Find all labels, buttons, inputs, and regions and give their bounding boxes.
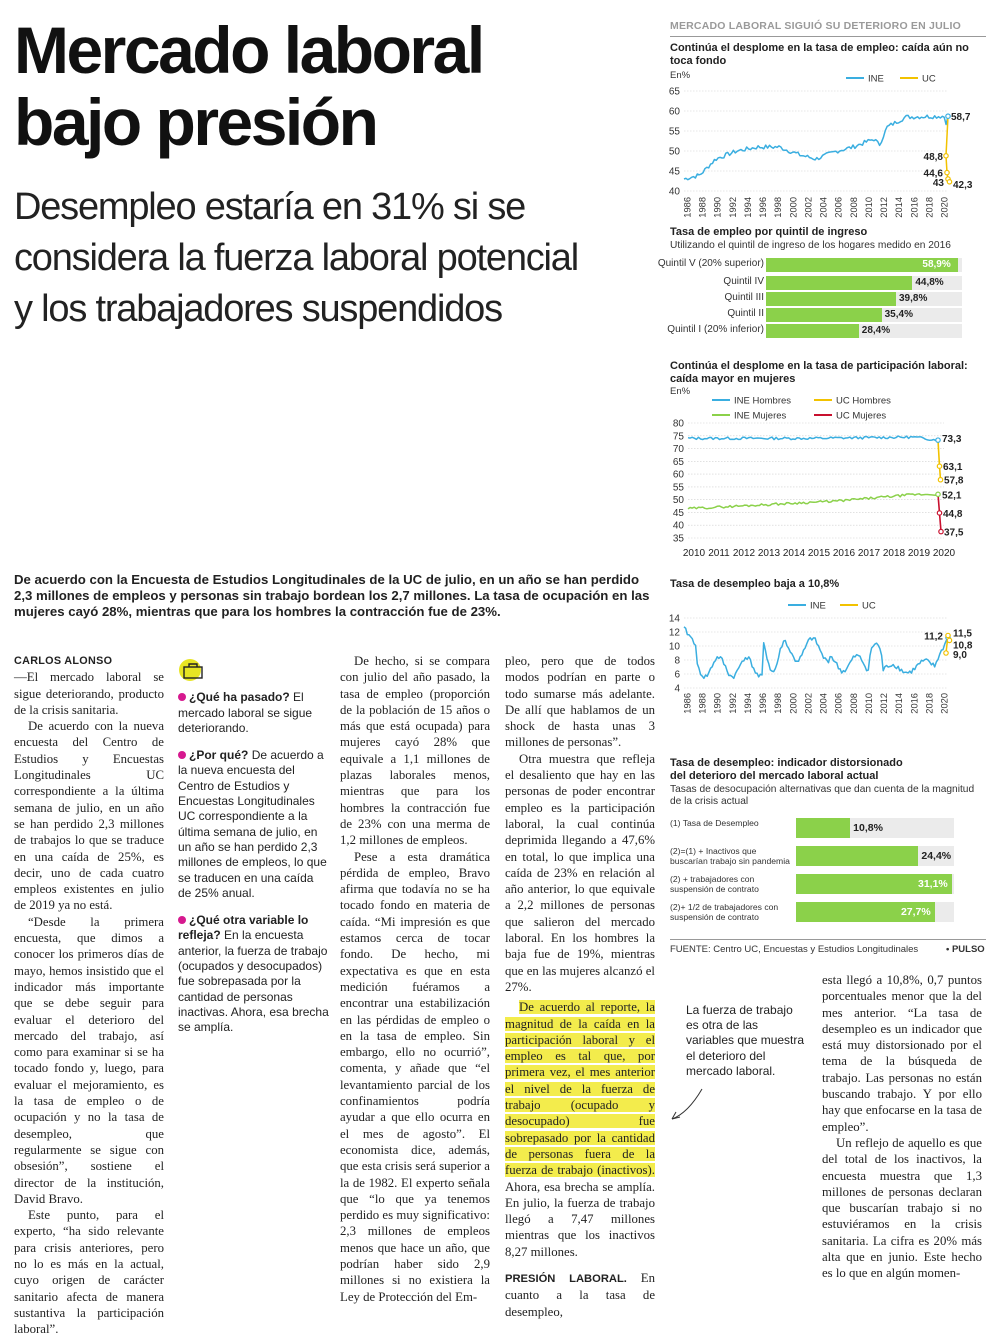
y-tick-label: 40 (668, 186, 680, 198)
quintile-row (657, 258, 966, 272)
chart3-uc-men-line (938, 440, 941, 480)
data-point (939, 529, 943, 533)
quintile-row (670, 292, 966, 306)
rate-row (670, 874, 966, 894)
data-point (937, 511, 941, 515)
bar-label: (2)+ 1/2 de trabajadores con suspensión de contrato (670, 902, 779, 922)
data-point (936, 438, 940, 442)
x-tick-label: 1996 (758, 197, 769, 218)
data-point (947, 180, 951, 184)
x-tick-label: 2012 (879, 197, 890, 218)
x-tick-label: 2011 (708, 548, 730, 559)
y-tick-label: 60 (672, 469, 684, 481)
y-tick-label: 8 (674, 655, 680, 667)
x-tick-label: 2006 (833, 197, 844, 218)
chart4-unemployment-rate (664, 594, 988, 742)
data-point (945, 170, 949, 174)
article-column-2 (340, 653, 490, 1305)
data-label: 43 (932, 178, 944, 189)
data-point (946, 633, 950, 637)
y-tick-label: 65 (668, 86, 680, 98)
x-tick-label: 2019 (907, 548, 931, 559)
legend-label: INE (810, 600, 826, 612)
data-point (938, 478, 942, 482)
x-tick-label: 1992 (727, 197, 738, 218)
section-kicker-paragraph (505, 1270, 655, 1320)
y-tick-label: 35 (672, 533, 684, 545)
qa-question: ¿Qué otra variable lo refleja? (178, 913, 309, 943)
y-tick-label: 80 (672, 418, 684, 430)
x-tick-label: 2013 (757, 548, 781, 559)
bullet-icon (178, 751, 186, 759)
legend-label: UC (862, 600, 876, 612)
rate-row (670, 846, 966, 866)
x-tick-label: 2000 (788, 197, 799, 218)
legend-label: INE (868, 73, 884, 85)
brand-logo: • PULSO (946, 944, 985, 955)
legend-label: UC Hombres (836, 395, 891, 407)
headline (14, 14, 634, 158)
qa-answer: El mercado laboral se sigue deteriorando. (178, 690, 313, 735)
data-label: 52,1 (942, 490, 962, 502)
x-tick-label: 1992 (727, 693, 738, 714)
bar-label: Quintil III (724, 292, 764, 303)
chart4-title: Tasa de desempleo baja a 10,8% (670, 578, 840, 590)
x-tick-label: 2015 (807, 548, 831, 559)
article-column-3 (505, 653, 655, 1320)
data-point (944, 154, 948, 158)
qa-answer: De acuerdo a la nueva encuesta del Centro de Estudios y Encuestas Longitudinales UC correspondiente a la última semana de julio, en un año se han perdido 2,3 millones de empleos, lo que se traducen en una caída de 25% anual. (178, 748, 327, 900)
chart1-ine-line (684, 115, 948, 180)
subhead-line-1: Desempleo estaría en 31% si se (14, 186, 526, 228)
y-tick-label: 14 (668, 613, 680, 625)
paragraph: Un reflejo de aquello es que del total de los inactivos, la encuesta muestra que 1,3 millones de personas declaran que buscarían trabajo si no estuviéramos en la crisis sanitaria. La cifra es 20% más alta que en junio. Este hecho es lo que en algún momen- (822, 1135, 982, 1281)
x-tick-label: 2012 (732, 548, 756, 559)
quintile-row (670, 308, 966, 322)
bar-value-label: 31,1% (917, 878, 948, 890)
x-tick-label: 2008 (848, 197, 859, 218)
x-tick-label: 2017 (857, 548, 881, 559)
chart3-title: Continúa el desplome en la tasa de participación laboral: caída mayor en mujeres (670, 360, 968, 385)
x-tick-label: 2016 (832, 548, 856, 559)
y-tick-label: 70 (672, 444, 684, 456)
byline: CARLOS ALONSO (14, 655, 113, 667)
bar-label: (2) + trabajadores con suspensión de contrato (670, 874, 759, 894)
x-tick-label: 2014 (782, 548, 806, 559)
x-tick-label: 2020 (932, 548, 956, 559)
section-kicker: PRESIÓN LABORAL. (505, 1272, 627, 1285)
bar (766, 276, 912, 290)
data-label: 44,8 (943, 508, 963, 520)
x-tick-label: 2010 (863, 197, 874, 218)
chart1-unit: En% (670, 70, 691, 81)
x-tick-label: 1986 (682, 693, 693, 714)
y-tick-label: 65 (672, 456, 684, 468)
bar-value-label: 58,9% (922, 259, 951, 270)
x-tick-label: 2000 (788, 693, 799, 714)
bar-track (766, 308, 962, 322)
chart5-title-line-1: Tasa de desempleo: indicador distorsionado (670, 757, 903, 769)
x-tick-label: 2018 (924, 693, 935, 714)
paragraph-continuation: Ahora, esa brecha se amplía. En julio, la fuerza de trabajo llegó a 7,47 millones mientras que los inactivos 8,27 millones. (505, 1179, 655, 1259)
x-tick-label: 2014 (894, 197, 905, 218)
data-label: 37,5 (944, 527, 964, 539)
bar-value-label: 24,4% (921, 850, 952, 862)
legend-label: INE Hombres (734, 395, 792, 407)
x-tick-label: 1994 (742, 197, 753, 218)
subheadline (14, 182, 654, 335)
chart4-ine-line (684, 627, 948, 679)
y-tick-label: 75 (672, 431, 684, 443)
data-label: 63,1 (943, 462, 963, 474)
x-tick-label: 1994 (742, 693, 753, 714)
x-tick-label: 2020 (939, 197, 950, 218)
bar-track (766, 292, 962, 306)
y-tick-label: 10 (668, 641, 680, 653)
x-tick-label: 1990 (712, 693, 723, 714)
x-tick-label: 1998 (773, 197, 784, 218)
y-tick-label: 12 (668, 627, 680, 639)
legend-label: UC (922, 73, 936, 85)
y-tick-label: 4 (674, 683, 680, 695)
x-tick-label: 2010 (682, 548, 706, 559)
highlighted-paragraph (505, 999, 655, 1260)
data-label: 48,8 (923, 151, 943, 163)
qa-question: ¿Qué ha pasado? (189, 690, 290, 705)
y-tick-label: 6 (674, 669, 680, 681)
x-tick-label: 1986 (682, 197, 693, 218)
data-label: 11,5 (953, 628, 972, 640)
x-tick-label: 2018 (882, 548, 906, 559)
y-tick-label: 60 (668, 106, 680, 118)
lead-paragraph: De acuerdo con la Encuesta de Estudios Longitudinales de la UC de julio, en un año se han perdido 2,3 millones de empleos y personas sin trabajo bordean los 2,7 millones. La tasa de ocupación en las mujeres cayó 28%, mientras que para los hombres la contracción fue de 23%. (14, 572, 650, 619)
y-tick-label: 45 (668, 166, 680, 178)
bar-label: Quintil IV (723, 276, 764, 287)
x-tick-label: 2002 (803, 693, 814, 714)
data-label: 11,2 (924, 631, 943, 643)
bar-value-label: 27,7% (900, 906, 931, 918)
paragraph: “Desde la primera encuesta, que dimos a conocer los primeros días de mayo, hemos insistido que el indicador más importante que se debe seguir para evaluar el deterioro del mercado del trabajo, así como para examinar si se ha tocado fondo y, luego, para evaluar el mejoramiento, es la tasa de empleo o de ocupación y no la tasa de desempleo, que regularmente se sigue con obsesión”, sostiene el director de la institución, David Bravo. (14, 914, 164, 1206)
briefcase-icon (178, 658, 208, 682)
subhead-line-3: y los trabajadores suspendidos (14, 288, 502, 330)
data-label: 73,3 (942, 434, 962, 446)
article-column-1 (14, 653, 164, 1337)
x-tick-label: 2006 (833, 693, 844, 714)
bar-label: Quintil V (20% superior) (657, 258, 764, 269)
data-point (936, 492, 940, 496)
data-label: 57,8 (944, 475, 964, 487)
bar-value-label: 39,8% (899, 293, 928, 304)
x-tick-label: 1990 (712, 197, 723, 218)
y-tick-label: 55 (668, 126, 680, 138)
y-tick-label: 50 (668, 146, 680, 158)
y-tick-label: 50 (672, 495, 684, 507)
bar (766, 308, 882, 322)
qa-question: ¿Por qué? (189, 748, 249, 763)
bullet-icon (178, 916, 186, 924)
paragraph: De hecho, si se compara con julio del año pasado, la tasa de empleo (proporción de la población de 15 años o más que está ocupada) para mujeres cayó 28% que equivale a 1,1 millones de plazas laborales menos, mientras que para los hombres la contracción fue de 23% con una merma de 1,2 millones de empleos. (340, 654, 490, 848)
x-tick-label: 2016 (909, 197, 920, 218)
chart2-subtitle: Utilizando el quintil de ingreso de los hogares medido en 2016 (670, 240, 951, 251)
bar (796, 846, 918, 866)
chart3-ine-men-line (688, 436, 938, 441)
chart1-title: Continúa el desplome en la tasa de empleo: caída aún no toca fondo (670, 42, 969, 67)
x-tick-label: 2008 (848, 693, 859, 714)
bar-value-label: 44,8% (915, 277, 944, 288)
chart3-participation-rate (664, 390, 988, 562)
data-label: 42,3 (953, 179, 973, 191)
bar (766, 324, 859, 338)
rate-row (670, 902, 966, 922)
bar-value-label: 28,4% (861, 325, 891, 336)
article-column-4 (822, 972, 982, 1282)
paragraph: Otra muestra que refleja el desaliento que hay en las personas de poder encontrar empleo es la participación laboral, la cual continúa deprimida llegando a 47,6% en total, lo que implica una caída de 23% en relación al año anterior, lo que equivale a 2,2 millones de personas que salieron del mercado laboral. En los hombres la baja fue de 19%, mientras que en las mujeres alcanzó el 27%. (505, 751, 655, 994)
paragraph: esta llegó a 10,8%, 0,7 puntos porcentuales menor que la del mes anterior. “La tasa de desempleo es un indicador que está muy distorsionado por el tema de la búsqueda de trabajo. Las personas no están buscando trabajo. Y por ello hay que enfocarse en la tasa de empleo”. (822, 973, 982, 1134)
chart3-unit: En% (670, 386, 691, 397)
subhead-line-2: considera la fuerza laboral potencial (14, 237, 578, 279)
legend-label: UC Mujeres (836, 410, 887, 422)
x-tick-label: 1996 (758, 693, 769, 714)
data-label: 9,0 (953, 650, 967, 661)
headline-line-2: bajo presión (14, 85, 377, 159)
chart5-title-line-2: del deterioro del mercado laboral actual (670, 770, 879, 782)
x-tick-label: 2002 (803, 197, 814, 218)
x-tick-label: 2012 (879, 693, 890, 714)
qa-item (178, 913, 330, 1035)
y-tick-label: 55 (672, 482, 684, 494)
bar-label: (2)=(1) + Inactivos que buscarían trabajo sin pandemia (670, 846, 790, 866)
x-tick-label: 2016 (909, 693, 920, 714)
data-point (944, 651, 948, 655)
qa-item (178, 748, 330, 901)
chart1-employment-rate (664, 70, 988, 228)
divider (670, 939, 986, 940)
data-point (937, 464, 941, 468)
bar-label: Quintil I (20% inferior) (667, 324, 764, 335)
qa-box (178, 658, 330, 1048)
sidebar-header: MERCADO LABORAL SIGUIÓ SU DETERIORO EN JULIO (670, 20, 961, 32)
y-tick-label: 40 (672, 520, 684, 532)
data-label: 10,8 (953, 640, 973, 652)
quintile-row (670, 276, 966, 290)
callout-note: La fuerza de trabajo es otra de las variables que muestra el deterioro del mercado laboral. (686, 1003, 805, 1078)
data-point (946, 114, 950, 118)
bar-value-label: 10,8% (853, 822, 883, 834)
chart5-subtitle: Tasas de desocupación alternativas que dan cuenta de la magnitud de la crisis actual (670, 784, 975, 807)
headline-line-1: Mercado laboral (14, 13, 483, 87)
quintile-row (667, 324, 966, 338)
x-tick-label: 2004 (818, 693, 829, 714)
paragraph: En cuanto a la tasa de desempleo, (505, 1270, 655, 1319)
x-tick-label: 2004 (818, 197, 829, 218)
source-note: FUENTE: Centro UC, Encuestas y Estudios Longitudinales (670, 944, 919, 955)
x-tick-label: 2014 (894, 693, 905, 714)
x-tick-label: 2010 (863, 693, 874, 714)
bar-label: Quintil II (727, 308, 764, 319)
x-tick-label: 1988 (697, 197, 708, 218)
legend-label: INE Mujeres (734, 410, 787, 422)
paragraph: De acuerdo con la nueva encuesta del Centro de Estudios y Encuestas Longitudinales UC correspondiente a la última semana de julio, en un año se han perdido 2,3 millones de trabajos lo que se traduce en una caída de 25%, es decir, uno de cada cuatro empleos existentes en julio de 2019 ya no está. (14, 719, 164, 913)
bullet-icon (178, 693, 186, 701)
data-point (947, 638, 951, 642)
data-label: 44,6 (923, 168, 943, 180)
paragraph: pleo, pero que de todos modos podrían en parte o todo sumarse más adelante. De allí que hablamos de un shock de hasta unas 3 millones de personas”. (505, 654, 655, 750)
chart3-ine-women-line (688, 494, 938, 509)
rate-row (670, 818, 966, 838)
data-label: 58,7 (951, 112, 971, 124)
x-tick-label: 2020 (939, 693, 950, 714)
bar-label: (1) Tasa de Desempleo (670, 818, 759, 828)
x-tick-label: 1998 (773, 693, 784, 714)
callout-arrow-icon (668, 1085, 708, 1125)
qa-answer: En la encuesta anterior, la fuerza de trabajo (ocupados y desocupados) fue sobrepasada por la cantidad de personas inactivas. Ahora, esa brecha se amplía. (178, 928, 329, 1035)
chart2-title: Tasa de empleo por quintil de ingreso (670, 226, 868, 238)
y-tick-label: 45 (672, 507, 684, 519)
highlight-text: De acuerdo al reporte, la magnitud de la caída en la participación laboral y el empleo es tal que, por primera vez, el mes anterior el nivel de la fuerza de trabajo (ocupado y desocupado) fue sobrepasado por la cantidad de personas fuera de la fuerza de trabajo (inactivos). (505, 1000, 655, 1178)
paragraph: Pese a esta dramática pérdida de empleo, Bravo afirma que todavía no se ha tocado fondo en materia de caída. “Mi impresión es que estamos cerca de tocar fondo. De hecho, mi expectativa es que en esta medición fuéramos a encontrar una estabilización en las pérdidas de empleo o en la tasa de empleo. Sin embargo, ello no ocurrió”, comenta, y añade que “el levantamiento parcial de los confinamientos podría ayudar a que ello ocurra en el mes de agosto”. El economista dice, además, que esta crisis será superior a la de 1982. El experto señala que “lo que ya tenemos perdido es muy significativo: 2,3 millones de empleos menos que hace un año, que podrían haber sido 2,9 millones si no existiera la Ley de Protección del Em- (340, 849, 490, 1304)
bar (766, 292, 896, 306)
divider (670, 36, 986, 37)
paragraph: —El mercado laboral se sigue deteriorando, producto de la crisis sanitaria. (14, 670, 164, 717)
x-tick-label: 2018 (924, 197, 935, 218)
qa-item (178, 690, 330, 736)
x-tick-label: 1988 (697, 693, 708, 714)
bar (796, 818, 850, 838)
bar-value-label: 35,4% (884, 309, 913, 320)
paragraph: Este punto, para el experto, “ha sido relevante para crisis anteriores, pero no lo es más en la actual, cuyo origen de carácter sanitario afecta de manera sustantiva la participación laboral”. (14, 1208, 164, 1337)
